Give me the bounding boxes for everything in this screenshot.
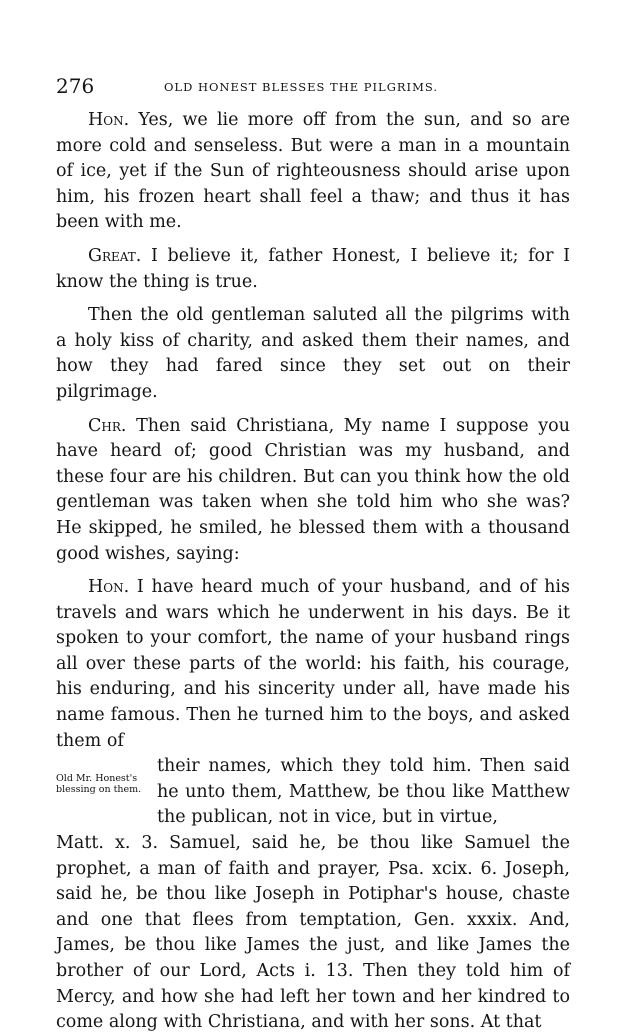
body-text	[56, 108, 570, 1036]
page-header	[56, 74, 566, 100]
paragraph-honest-1	[56, 108, 570, 236]
speaker-label: Hon.	[88, 110, 130, 130]
paragraph-continuation: Matt. x. 3. Samuel, said he, be thou like Samuel the prophet, a man of faith and prayer, Psa. xcix. 6. Joseph, said he, be thou like Joseph in Potiphar's house, chaste and one that flees from temptation, Gen. xxxix. And, James, be thou like James the just, and like James the brother of our Lord, Acts i. 13. Then they told him of Mercy, and how she had left her town and her kindred to come along with Christiana, and with her sons. At that	[56, 833, 570, 1033]
paragraph-text: I believe it, father Honest, I believe it; for I know the thing is true.	[56, 245, 570, 292]
noted-lines: their names, which they told him. Then said he unto them, Matthew, be thou like Matthew the publican, not in vice, but in virtue,	[157, 756, 570, 828]
paragraph-christiana	[56, 414, 570, 568]
speaker-label: Hon.	[88, 577, 130, 598]
paragraph-text: Yes, we lie more off from the sun, and so are more cold and senseless. But were a man in a mountain of ice, yet if the Sun of righteousness should arise upon him, his frozen heart shall feel a thaw; and thus it has been with me.	[56, 110, 570, 233]
running-title: OLD HONEST BLESSES THE PILGRIMS.	[164, 80, 438, 94]
paragraph-narration	[56, 303, 570, 405]
paragraph-greatheart	[56, 244, 570, 295]
paragraph-text: Then said Christiana, My name I suppose you have heard of; good Christian was my husband, and these four are his children. But can you think how the old gentleman was taken when she told him who she was? He skipped, he smiled, he blessed them with a thousand good wishes, saying:	[56, 415, 570, 564]
paragraph-honest-2	[56, 575, 570, 754]
marginal-note: Old Mr. Honest's blessing on them.	[56, 773, 142, 795]
marginal-note-block	[56, 754, 570, 831]
paragraph-text: I have heard much of your husband, and of his travels and wars which he underwent in his days. Be it spoken to your comfort, the name of your husband rings all over these parts of the world: his faith, his courage, his enduring, and his sincerity under all, have made his name famous. Then he turned him to the boys, and asked them of	[56, 577, 570, 751]
speaker-label: Great.	[88, 245, 142, 266]
speaker-label: Chr.	[88, 415, 127, 436]
paragraph-text: Then the old gentleman saluted all the pilgrims with a holy kiss of charity, and asked them their names, and how they had fared since they set out on their pilgrimage.	[56, 305, 570, 402]
page-number: 276	[56, 74, 95, 98]
